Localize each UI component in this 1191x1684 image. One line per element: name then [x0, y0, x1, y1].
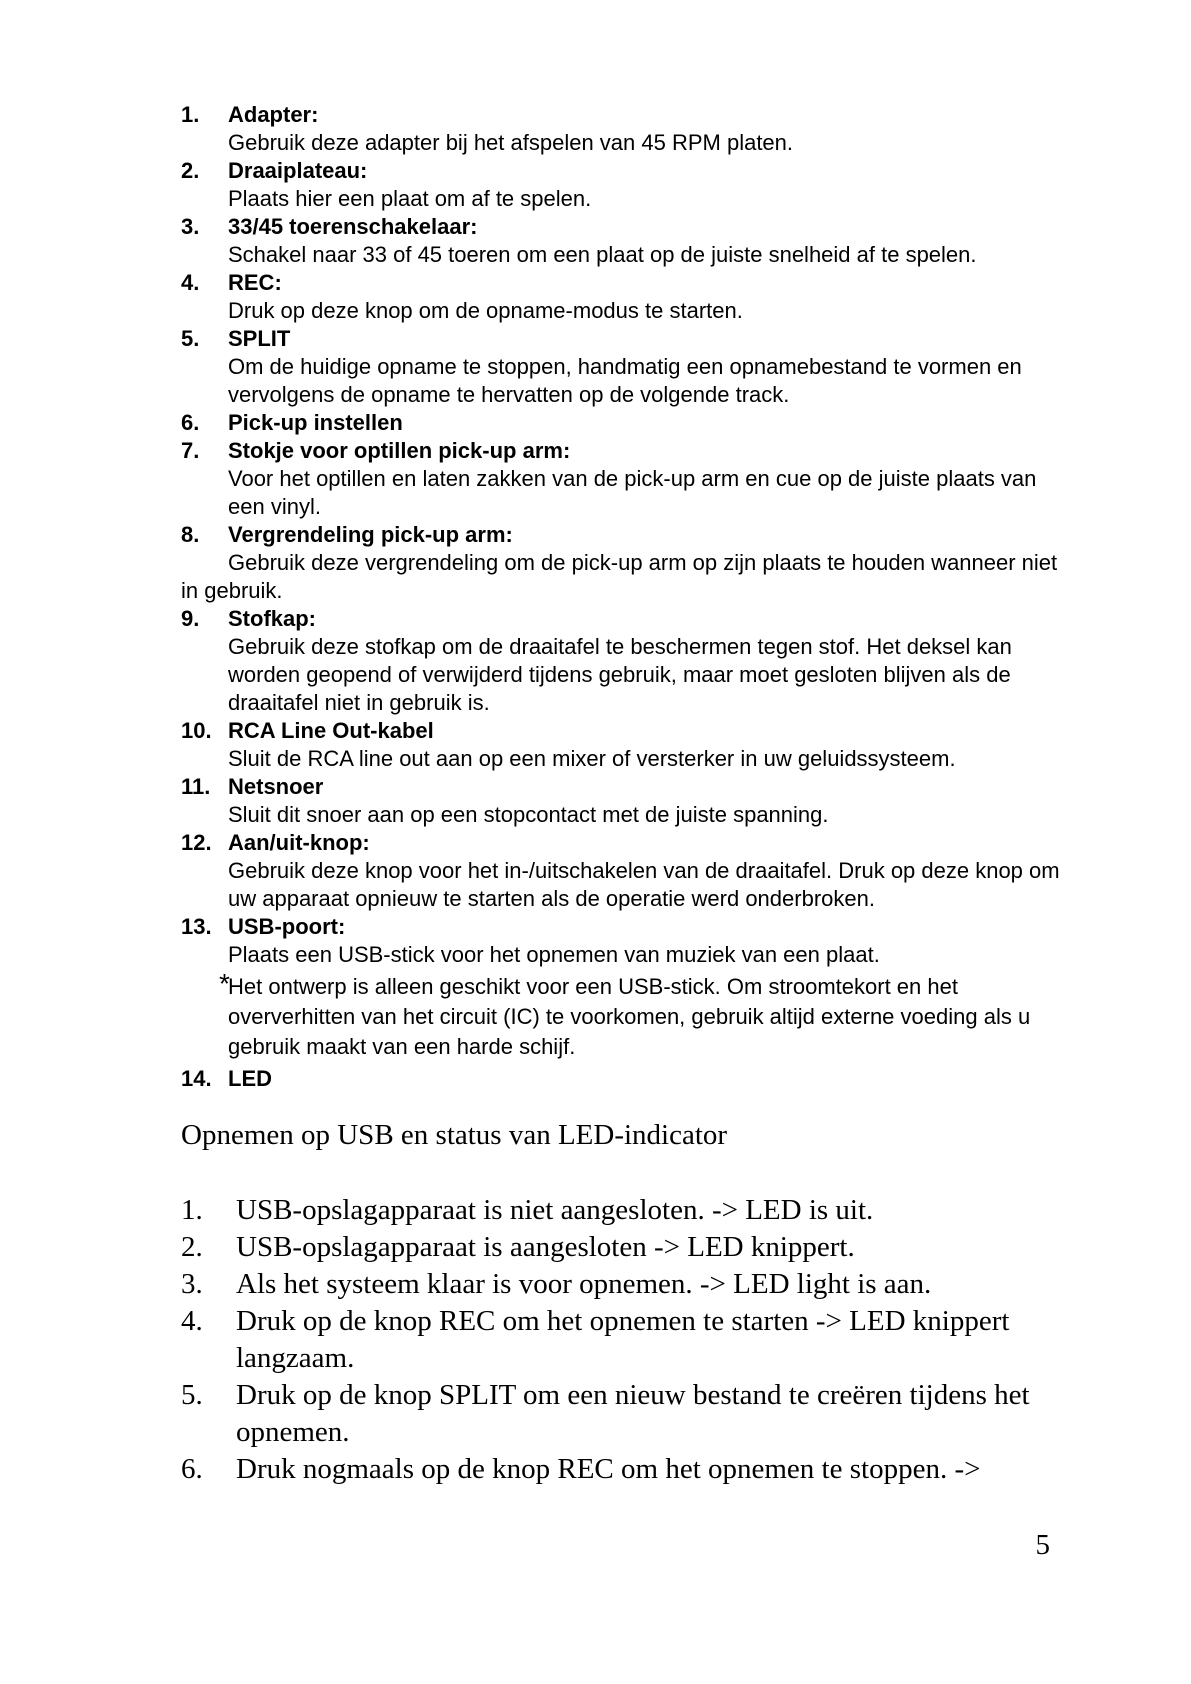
led-step — [181, 1192, 1061, 1229]
page-number: 5 — [1035, 1529, 1050, 1561]
asterisk-icon: * — [219, 968, 230, 999]
item-description: Sluit de RCA line out aan op een mixer of versterker in uw geluidssysteem. — [228, 746, 956, 771]
step-text: Druk nogmaals op de knop REC om het opnemen te stoppen. -> — [236, 1453, 981, 1485]
item-description: Plaats een USB-stick voor het opnemen van muziek van een plaat. — [228, 942, 880, 967]
item-number: 5. — [181, 326, 200, 351]
step-text: USB-opslagapparaat is aangesloten -> LED knippert. — [236, 1231, 855, 1263]
component-item-led — [181, 1065, 1061, 1093]
component-item-cue-lever — [181, 437, 1061, 521]
component-item-power-button — [181, 829, 1061, 913]
item-description: Druk op deze knop om de opname-modus te starten. — [228, 298, 743, 323]
led-step — [181, 1266, 1061, 1303]
item-title: Draaiplateau: — [228, 158, 368, 183]
step-text: Druk op de knop REC om het opnemen te starten -> LED knippert langzaam. — [236, 1305, 1010, 1374]
component-item-adapter — [181, 101, 1061, 157]
step-number: 1. — [181, 1194, 203, 1226]
item-title: Vergrendeling pick-up arm: — [228, 522, 513, 547]
item-number: 11. — [181, 774, 211, 799]
step-text: Druk op de knop SPLIT om een nieuw bestand te creëren tijdens het opnemen. — [236, 1379, 1030, 1448]
item-description: Gebruik deze vergrendeling om de pick-up arm op zijn plaats te houden wanneer niet in gebruik. — [181, 550, 1058, 603]
item-description: Voor het optillen en laten zakken van de pick-up arm en cue op de juiste plaats van een vinyl. — [228, 466, 1037, 519]
component-item-usb-port — [181, 913, 1061, 1062]
item-number: 12. — [181, 830, 212, 855]
item-number: 13. — [181, 914, 212, 939]
item-title: Adapter: — [228, 102, 319, 127]
led-step — [181, 1451, 1061, 1488]
item-description: Sluit dit snoer aan op een stopcontact met de juiste spanning. — [228, 802, 829, 827]
component-item-rec — [181, 269, 1061, 325]
component-list — [181, 101, 1061, 1093]
component-item-rca-cable — [181, 717, 1061, 773]
item-number: 1. — [181, 102, 200, 127]
led-section-heading: Opnemen op USB en status van LED-indicator — [181, 1119, 728, 1151]
item-description: Gebruik deze adapter bij het afspelen van 45 RPM platen. — [228, 130, 794, 155]
note-text: Het ontwerp is alleen geschikt voor een USB-stick. Om stroomtekort en het oververhitten van het circuit (IC) te voorkomen, gebruik altijd externe voeding als u gebruik maakt van een harde schijf. — [228, 974, 1031, 1059]
component-item-turntable-platter — [181, 157, 1061, 213]
step-text: USB-opslagapparaat is niet aangesloten. -> LED is uit. — [236, 1194, 874, 1226]
item-description: Schakel naar 33 of 45 toeren om een plaat op de juiste snelheid af te spelen. — [228, 242, 977, 267]
led-step — [181, 1229, 1061, 1266]
item-title: Aan/uit-knop: — [228, 830, 370, 855]
step-number: 5. — [181, 1379, 203, 1411]
item-description: Gebruik deze stofkap om de draaitafel te beschermen tegen stof. Het deksel kan worden geopend of verwijderd tijdens gebruik, maar moet gesloten blijven als de draaitafel niet in gebruik is. — [228, 634, 1012, 715]
item-number: 2. — [181, 158, 200, 183]
item-title: SPLIT — [228, 326, 291, 351]
step-number: 4. — [181, 1305, 203, 1337]
item-title: Pick-up instellen — [228, 410, 403, 435]
item-description: Gebruik deze knop voor het in-/uitschakelen van de draaitafel. Druk op deze knop om uw apparaat opnieuw te starten als de operatie werd onderbroken. — [228, 858, 1060, 911]
item-number: 6. — [181, 410, 200, 435]
item-title: Stofkap: — [228, 606, 316, 631]
component-item-speed-switch — [181, 213, 1061, 269]
item-title: Netsnoer — [228, 774, 324, 799]
item-title: RCA Line Out-kabel — [228, 718, 434, 743]
usb-note — [219, 968, 1061, 1062]
item-title: REC: — [228, 270, 282, 295]
item-number: 8. — [181, 522, 200, 547]
step-text: Als het systeem klaar is voor opnemen. -> LED light is aan. — [236, 1268, 932, 1300]
item-number: 4. — [181, 270, 200, 295]
led-step — [181, 1303, 1061, 1377]
item-title: USB-poort: — [228, 914, 346, 939]
led-step — [181, 1377, 1061, 1451]
item-number: 3. — [181, 214, 200, 239]
component-item-tonearm-lock — [181, 521, 1061, 605]
item-description: Plaats hier een plaat om af te spelen. — [228, 186, 592, 211]
item-title: LED — [228, 1066, 272, 1091]
led-status-list — [181, 1192, 1061, 1488]
item-number: 9. — [181, 606, 200, 631]
item-title: Stokje voor optillen pick-up arm: — [228, 438, 571, 463]
step-number: 3. — [181, 1268, 203, 1300]
component-item-split — [181, 325, 1061, 409]
step-number: 2. — [181, 1231, 203, 1263]
component-item-dust-cover — [181, 605, 1061, 717]
item-number: 10. — [181, 718, 212, 743]
step-number: 6. — [181, 1453, 203, 1485]
component-item-power-cord — [181, 773, 1061, 829]
item-title: 33/45 toerenschakelaar: — [228, 214, 478, 239]
component-item-pickup-setting — [181, 409, 1061, 437]
item-number: 7. — [181, 438, 200, 463]
item-number: 14. — [181, 1066, 212, 1091]
item-description: Om de huidige opname te stoppen, handmatig een opnamebestand te vormen en vervolgens de opname te hervatten op de volgende track. — [228, 354, 1022, 407]
